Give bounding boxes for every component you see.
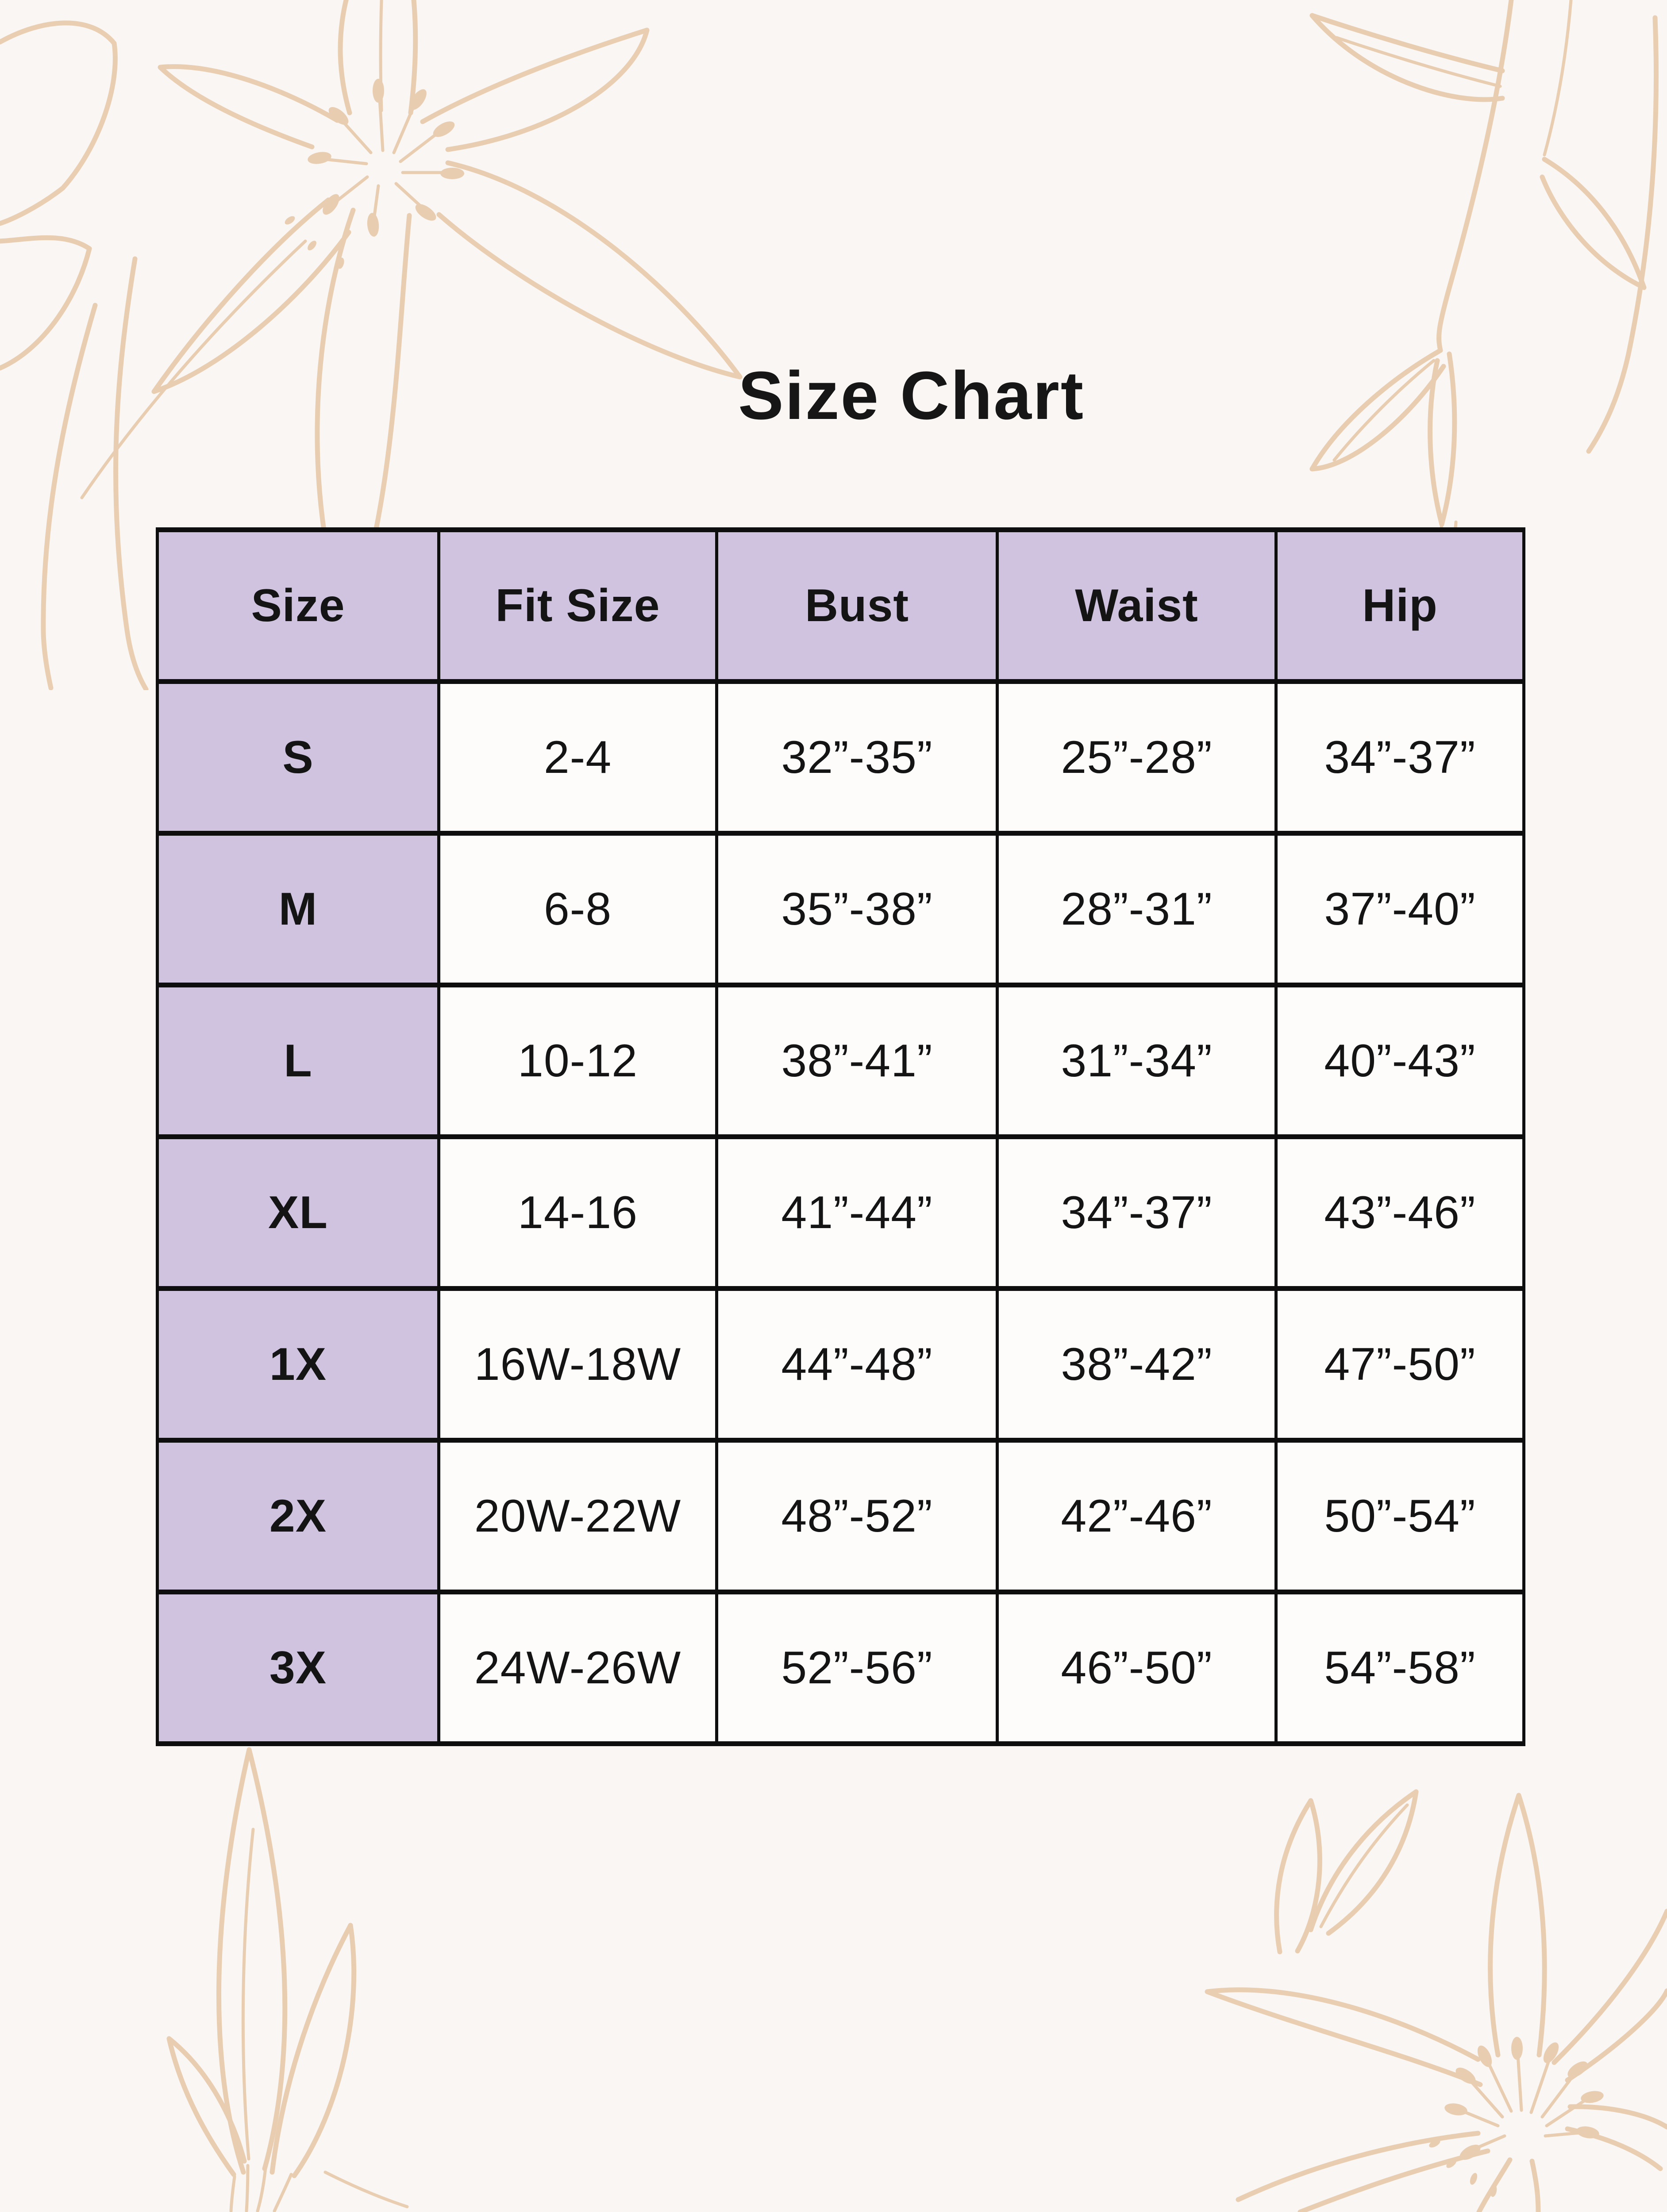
row-label-1x: 1X: [158, 1289, 439, 1440]
column-header-size: Size: [158, 530, 439, 682]
table-cell: 50”-54”: [1276, 1440, 1524, 1592]
table-cell: 28”-31”: [997, 833, 1276, 985]
table-cell: 52”-56”: [717, 1592, 997, 1744]
floral-bottom-right-art: [1168, 1743, 1667, 2212]
column-header-fit-size: Fit Size: [439, 530, 717, 682]
column-header-bust: Bust: [717, 530, 997, 682]
table-cell: 35”-38”: [717, 833, 997, 985]
table-cell: 10-12: [439, 985, 717, 1137]
row-label-3x: 3X: [158, 1592, 439, 1744]
table-cell: 16W-18W: [439, 1289, 717, 1440]
table-cell: 43”-46”: [1276, 1137, 1524, 1289]
table-row: [158, 833, 1524, 985]
table-cell: 48”-52”: [717, 1440, 997, 1592]
page-title: Size Chart: [738, 357, 1085, 434]
table-row: [158, 985, 1524, 1137]
table-cell: 24W-26W: [439, 1592, 717, 1744]
table-cell: 38”-41”: [717, 985, 997, 1137]
row-label-2x: 2X: [158, 1440, 439, 1592]
table-cell: 47”-50”: [1276, 1289, 1524, 1440]
table-cell: 37”-40”: [1276, 833, 1524, 985]
table-cell: 46”-50”: [997, 1592, 1276, 1744]
table-cell: 31”-34”: [997, 985, 1276, 1137]
row-label-xl: XL: [158, 1137, 439, 1289]
table-cell: 14-16: [439, 1137, 717, 1289]
table-cell: 2-4: [439, 682, 717, 833]
table-row: [158, 1137, 1524, 1289]
table-cell: 40”-43”: [1276, 985, 1524, 1137]
table-row: [158, 682, 1524, 833]
table-cell: 54”-58”: [1276, 1592, 1524, 1744]
header-row: [158, 530, 1524, 682]
row-label-m: M: [158, 833, 439, 985]
row-label-l: L: [158, 985, 439, 1137]
table-row: [158, 1592, 1524, 1744]
table-cell: 20W-22W: [439, 1440, 717, 1592]
foliage-top-right-art: [1261, 0, 1667, 553]
table-cell: 25”-28”: [997, 682, 1276, 833]
size-chart-table: [156, 527, 1525, 1746]
table-cell: 34”-37”: [1276, 682, 1524, 833]
table-row: [158, 1289, 1524, 1440]
table-cell: 6-8: [439, 833, 717, 985]
table-cell: 38”-42”: [997, 1289, 1276, 1440]
row-label-s: S: [158, 682, 439, 833]
table-cell: 32”-35”: [717, 682, 997, 833]
table-cell: 42”-46”: [997, 1440, 1276, 1592]
table-row: [158, 1440, 1524, 1592]
table-cell: 44”-48”: [717, 1289, 997, 1440]
table-cell: 34”-37”: [997, 1137, 1276, 1289]
table-cell: 41”-44”: [717, 1137, 997, 1289]
column-header-waist: Waist: [997, 530, 1276, 682]
column-header-hip: Hip: [1276, 530, 1524, 682]
foliage-bottom-left-art: [102, 1717, 469, 2212]
